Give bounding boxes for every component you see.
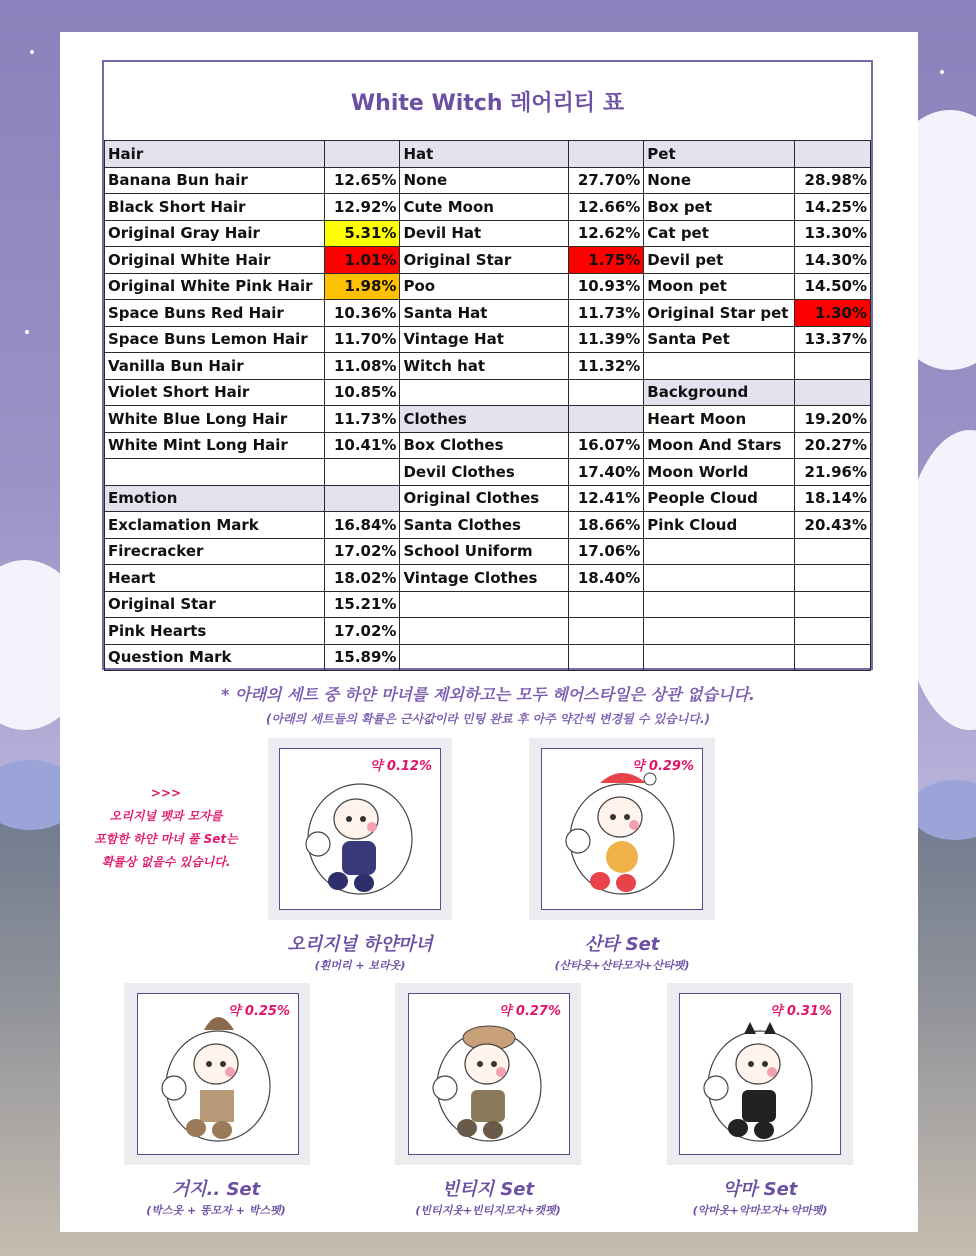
percent-cell: 14.30%: [795, 247, 871, 274]
percent-cell: 18.66%: [568, 512, 644, 539]
rarity-table: [104, 140, 871, 671]
background-star: [30, 50, 34, 54]
side-note-arrow: >>>: [150, 786, 182, 800]
percent-cell: 11.73%: [324, 406, 400, 433]
percent-cell: 17.06%: [568, 538, 644, 565]
trait-name-cell: [400, 379, 568, 406]
trait-name-cell: Devil Clothes: [400, 459, 568, 486]
percent-cell: 1.75%: [568, 247, 644, 274]
percent-cell: 12.65%: [324, 167, 400, 194]
trait-name-cell: Original White Hair: [105, 247, 325, 274]
set-subtitle: (악마옷+악마모자+악마펫): [692, 1204, 828, 1217]
percent-cell: 10.36%: [324, 300, 400, 327]
trait-name-cell: Vanilla Bun Hair: [105, 353, 325, 380]
set-subtitle: (흰머리 + 보라옷): [314, 959, 406, 972]
table-row: [105, 644, 871, 671]
trait-name-cell: Firecracker: [105, 538, 325, 565]
set-subtitle: (빈티지옷+빈티지모자+캣펫): [415, 1204, 561, 1217]
side-note: [76, 782, 256, 874]
trait-name-cell: Box Clothes: [400, 432, 568, 459]
table-row: [105, 326, 871, 353]
set-title: 거지.. Set: [171, 1179, 261, 1200]
percent-cell: 20.43%: [795, 512, 871, 539]
category-header-cell: Emotion: [105, 485, 325, 512]
trait-name-cell: Original Star: [400, 247, 568, 274]
trait-name-cell: [644, 538, 795, 565]
trait-name-cell: [795, 618, 871, 645]
set-card-original: [279, 748, 441, 910]
set-card-beggar: [137, 993, 299, 1155]
table-row: [105, 512, 871, 539]
trait-name-cell: [795, 353, 871, 380]
percent-cell: 14.50%: [795, 273, 871, 300]
category-header-cell: [324, 485, 400, 512]
background-star: [940, 70, 944, 74]
trait-name-cell: [795, 538, 871, 565]
percent-cell: 16.07%: [568, 432, 644, 459]
trait-name-cell: [568, 644, 644, 671]
percent-cell: 10.41%: [324, 432, 400, 459]
table-row: [105, 538, 871, 565]
trait-name-cell: None: [400, 167, 568, 194]
trait-name-cell: Violet Short Hair: [105, 379, 325, 406]
set-card-devil: [679, 993, 841, 1155]
category-header-cell: Hair: [105, 141, 325, 168]
side-note-line: 포함한 하얀 마녀 풀 Set는: [94, 832, 238, 846]
table-row: [105, 459, 871, 486]
percent-cell: 12.62%: [568, 220, 644, 247]
trait-name-cell: [568, 618, 644, 645]
table-row: [105, 353, 871, 380]
trait-name-cell: Original Gray Hair: [105, 220, 325, 247]
trait-name-cell: Pink Cloud: [644, 512, 795, 539]
set-title: 오리지널 하얀마녀: [287, 934, 433, 955]
table-row: [105, 591, 871, 618]
percent-cell: 5.31%: [324, 220, 400, 247]
trait-name-cell: Space Buns Lemon Hair: [105, 326, 325, 353]
trait-name-cell: [644, 353, 795, 380]
trait-name-cell: Moon And Stars: [644, 432, 795, 459]
percent-cell: 18.02%: [324, 565, 400, 592]
trait-name-cell: [795, 644, 871, 671]
background-star: [25, 330, 29, 334]
set-subtitle: (박스옷 + 똥모자 + 박스펫): [146, 1204, 286, 1217]
percent-cell: 14.25%: [795, 194, 871, 221]
trait-name-cell: Santa Pet: [644, 326, 795, 353]
trait-name-cell: [644, 591, 795, 618]
side-note-line: 확률상 없을수 있습니다.: [101, 855, 231, 869]
trait-name-cell: Poo: [400, 273, 568, 300]
set-probability: 약 0.12%: [369, 759, 432, 774]
trait-name-cell: [644, 644, 795, 671]
set-title: 산타 Set: [584, 934, 660, 955]
category-header-cell: Background: [644, 379, 795, 406]
percent-cell: 18.40%: [568, 565, 644, 592]
percent-cell: 21.96%: [795, 459, 871, 486]
percent-cell: 19.20%: [795, 406, 871, 433]
trait-name-cell: Cat pet: [644, 220, 795, 247]
category-header-cell: [795, 379, 871, 406]
trait-name-cell: White Blue Long Hair: [105, 406, 325, 433]
table-row: [105, 379, 871, 406]
trait-name-cell: Moon pet: [644, 273, 795, 300]
trait-name-cell: Santa Hat: [400, 300, 568, 327]
trait-name-cell: Pink Hearts: [105, 618, 325, 645]
table-row: [105, 618, 871, 645]
percent-cell: 10.85%: [324, 379, 400, 406]
category-header-cell: Clothes: [400, 406, 568, 433]
percent-cell: 15.89%: [324, 644, 400, 671]
percent-cell: 11.73%: [568, 300, 644, 327]
category-header-cell: Pet: [644, 141, 795, 168]
percent-cell: 17.40%: [568, 459, 644, 486]
table-row: [105, 565, 871, 592]
trait-name-cell: Original Star: [105, 591, 325, 618]
trait-name-cell: Space Buns Red Hair: [105, 300, 325, 327]
trait-name-cell: [644, 618, 795, 645]
category-header-cell: [568, 141, 644, 168]
trait-name-cell: Vintage Hat: [400, 326, 568, 353]
percent-cell: 1.01%: [324, 247, 400, 274]
trait-name-cell: Box pet: [644, 194, 795, 221]
trait-name-cell: Santa Clothes: [400, 512, 568, 539]
trait-name-cell: Moon World: [644, 459, 795, 486]
trait-name-cell: [400, 591, 568, 618]
percent-cell: 12.92%: [324, 194, 400, 221]
trait-name-cell: Original Clothes: [400, 485, 568, 512]
percent-cell: 17.02%: [324, 618, 400, 645]
set-probability: 약 0.25%: [227, 1004, 290, 1019]
trait-name-cell: Heart Moon: [644, 406, 795, 433]
percent-cell: 13.30%: [795, 220, 871, 247]
set-subtitle: (산타옷+산타모자+산타펫): [554, 959, 690, 972]
trait-name-cell: [795, 591, 871, 618]
set-card-vintage: [408, 993, 570, 1155]
trait-name-cell: Devil pet: [644, 247, 795, 274]
percent-cell: 1.30%: [795, 300, 871, 327]
percent-cell: 27.70%: [568, 167, 644, 194]
table-row: [105, 167, 871, 194]
trait-name-cell: White Mint Long Hair: [105, 432, 325, 459]
table-row: [105, 220, 871, 247]
trait-name-cell: [400, 644, 568, 671]
trait-name-cell: Black Short Hair: [105, 194, 325, 221]
percent-cell: 28.98%: [795, 167, 871, 194]
table-row: [105, 247, 871, 274]
table-row: [105, 273, 871, 300]
percent-cell: 18.14%: [795, 485, 871, 512]
trait-name-cell: People Cloud: [644, 485, 795, 512]
trait-name-cell: Devil Hat: [400, 220, 568, 247]
table-row: [105, 485, 871, 512]
trait-name-cell: Cute Moon: [400, 194, 568, 221]
set-probability: 약 0.29%: [631, 759, 694, 774]
percent-cell: 15.21%: [324, 591, 400, 618]
percent-cell: 12.41%: [568, 485, 644, 512]
trait-name-cell: [568, 591, 644, 618]
percent-cell: 11.70%: [324, 326, 400, 353]
trait-name-cell: [568, 379, 644, 406]
notice-line-2: (아래의 세트들의 확률은 근사값이라 민팅 완료 후 아주 약간씩 변경될 수 있습니다.): [265, 712, 711, 726]
percent-cell: 16.84%: [324, 512, 400, 539]
table-title: White Witch 레어리티 표: [350, 90, 625, 116]
trait-name-cell: Question Mark: [105, 644, 325, 671]
side-note-line: 오리지널 펫과 모자를: [109, 809, 223, 823]
rarity-table-box: [102, 60, 873, 670]
trait-name-cell: [795, 565, 871, 592]
table-row: [105, 406, 871, 433]
set-title: 빈티지 Set: [441, 1179, 535, 1200]
table-row: [105, 141, 871, 168]
percent-cell: 20.27%: [795, 432, 871, 459]
category-header-cell: [795, 141, 871, 168]
trait-name-cell: Heart: [105, 565, 325, 592]
trait-name-cell: [105, 459, 325, 486]
table-row: [105, 432, 871, 459]
percent-cell: 17.02%: [324, 538, 400, 565]
set-card-santa: [541, 748, 703, 910]
trait-name-cell: School Uniform: [400, 538, 568, 565]
notice-line-1: * 아래의 세트 중 하얀 마녀를 제외하고는 모두 헤어스타일은 상관 없습니다.: [221, 685, 755, 704]
percent-cell: 1.98%: [324, 273, 400, 300]
trait-name-cell: Banana Bun hair: [105, 167, 325, 194]
set-title: 악마 Set: [722, 1179, 798, 1200]
trait-name-cell: Witch hat: [400, 353, 568, 380]
table-row: [105, 300, 871, 327]
category-header-cell: [568, 406, 644, 433]
category-header-cell: [324, 141, 400, 168]
trait-name-cell: Original Star pet: [644, 300, 795, 327]
trait-name-cell: Original White Pink Hair: [105, 273, 325, 300]
set-probability: 약 0.31%: [769, 1004, 832, 1019]
percent-cell: 11.32%: [568, 353, 644, 380]
trait-name-cell: None: [644, 167, 795, 194]
category-header-cell: Hat: [400, 141, 568, 168]
table-row: [105, 194, 871, 221]
trait-name-cell: [324, 459, 400, 486]
percent-cell: 12.66%: [568, 194, 644, 221]
set-probability: 약 0.27%: [498, 1004, 561, 1019]
trait-name-cell: [644, 565, 795, 592]
percent-cell: 11.08%: [324, 353, 400, 380]
percent-cell: 13.37%: [795, 326, 871, 353]
trait-name-cell: Exclamation Mark: [105, 512, 325, 539]
percent-cell: 10.93%: [568, 273, 644, 300]
trait-name-cell: [400, 618, 568, 645]
percent-cell: 11.39%: [568, 326, 644, 353]
trait-name-cell: Vintage Clothes: [400, 565, 568, 592]
